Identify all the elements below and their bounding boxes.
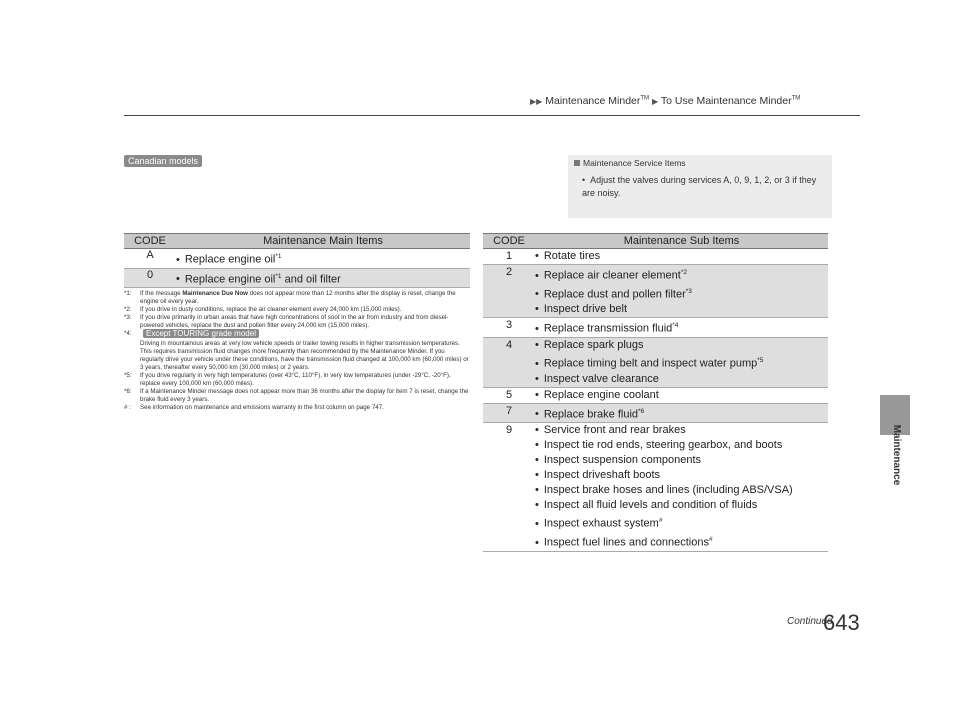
list-item bbox=[176, 269, 470, 288]
footnote bbox=[124, 388, 470, 404]
footnote-rest: does not appear more than 12 months after the display is reset, change the engine oil every year. bbox=[140, 290, 456, 306]
items-cell bbox=[535, 423, 828, 551]
item-text: Inspect valve clearance bbox=[543, 372, 659, 385]
breadcrumb-arrow-icon: ▶▶ bbox=[530, 97, 543, 106]
item-text: Replace air cleaner element bbox=[543, 269, 681, 282]
list-item bbox=[535, 423, 828, 438]
footnote-body: If a Maintenance Minder message does not appear more than 36 months after the display for item 7 is reset, change the brake fluid every 3 years. bbox=[140, 388, 469, 404]
code-cell: 2 bbox=[483, 265, 535, 318]
code-cell: 3 bbox=[483, 318, 535, 338]
code-cell: 1 bbox=[483, 249, 535, 265]
footnote bbox=[124, 314, 470, 330]
item-text: Inspect drive belt bbox=[543, 303, 628, 316]
list-item bbox=[535, 438, 828, 453]
list-item bbox=[535, 249, 828, 264]
footnote bbox=[124, 330, 470, 371]
footnote-text bbox=[140, 372, 470, 388]
code-cell: 0 bbox=[124, 268, 176, 288]
code-header: CODE bbox=[124, 234, 176, 249]
item-suffix: and oil filter bbox=[281, 273, 341, 286]
item-text: Replace dust and pollen filter bbox=[543, 288, 686, 301]
table-row bbox=[483, 249, 828, 265]
list-item bbox=[176, 249, 470, 268]
table-row bbox=[124, 249, 470, 269]
table-row bbox=[483, 265, 828, 318]
trademark: TM bbox=[640, 95, 650, 102]
list-item bbox=[535, 453, 828, 468]
footnote-ref: *1 bbox=[275, 253, 282, 260]
item-text: Inspect exhaust system bbox=[543, 517, 659, 530]
items-cell bbox=[535, 249, 828, 265]
footnote-bold: Maintenance Due Now bbox=[182, 290, 248, 297]
note-title-text: Maintenance Service Items bbox=[583, 158, 686, 168]
item-text: Replace engine coolant bbox=[543, 388, 659, 401]
footnotes bbox=[124, 290, 470, 412]
item-text: Inspect brake hoses and lines (including ABS/VSA) bbox=[543, 484, 793, 497]
footnote-ref: *3 bbox=[685, 287, 692, 295]
grade-tag: Except TOURING grade model bbox=[143, 329, 259, 338]
list-item bbox=[535, 372, 828, 387]
item-text: Service front and rear brakes bbox=[543, 424, 686, 437]
footnote bbox=[124, 290, 470, 306]
list-item bbox=[535, 513, 828, 532]
list-item bbox=[535, 483, 828, 498]
header-rule bbox=[124, 115, 860, 116]
list-item bbox=[535, 532, 828, 551]
item-text: Inspect suspension components bbox=[543, 454, 702, 467]
continued-label: Continued bbox=[787, 616, 833, 627]
items-cell bbox=[535, 337, 828, 387]
footnote-key: *1: bbox=[124, 290, 132, 297]
footnote bbox=[124, 372, 470, 388]
footnote-ref: *6 bbox=[638, 407, 645, 415]
table-row bbox=[483, 337, 828, 387]
item-text: Replace spark plugs bbox=[543, 338, 644, 351]
item-text: Replace transmission fluid bbox=[543, 322, 673, 335]
footnote-text bbox=[140, 330, 470, 371]
breadcrumb-item[interactable]: To Use Maintenance Minder bbox=[660, 95, 792, 107]
list-item bbox=[535, 468, 828, 483]
code-cell: A bbox=[124, 249, 176, 269]
section-label: Maintenance bbox=[891, 424, 902, 486]
footnote-body: Driving in mountainous areas at very low vehicle speeds or trailer towing results in higher transmission temperatures. This requires transmission fluid changes more frequently than recommended by the Maintenance Minder. If you regularly drive your vehicle under these conditions, have the transmission fluid changed at 100,000 km (60,000 miles) or 3 years, thereafter every 50,000 km (30,000 miles) or 2 years. bbox=[140, 339, 469, 371]
items-cell bbox=[535, 403, 828, 423]
footnote-body: If you drive primarily in urban areas that have high concentrations of soot in the air from industry and from diesel-powered vehicles, replace the dust and pollen filter every 24,000 km (15,000 miles). bbox=[140, 314, 449, 330]
item-text: Inspect fuel lines and connections bbox=[543, 536, 709, 549]
footnote-ref: # bbox=[658, 517, 663, 525]
table-row bbox=[483, 387, 828, 403]
footnote-body: If you drive in dusty conditions, replace the air cleaner element every 24,000 km (15,000 miles). bbox=[140, 306, 402, 314]
footnote-key: # : bbox=[124, 404, 131, 412]
table-row bbox=[483, 403, 828, 423]
list-item bbox=[535, 498, 828, 513]
code-cell: 4 bbox=[483, 337, 535, 387]
code-cell: 5 bbox=[483, 387, 535, 403]
footnote-ref: *5 bbox=[757, 356, 764, 364]
item-text: Inspect tie rod ends, steering gearbox, and boots bbox=[543, 439, 783, 452]
footnote-body: See information on maintenance and emissions warranty in the first column on page 747. bbox=[140, 404, 384, 412]
code-header: CODE bbox=[483, 234, 535, 249]
main-items-table bbox=[124, 233, 470, 288]
list-item bbox=[535, 265, 828, 284]
footnote-body: If you drive regularly in very high temperatures (over 43°C, 110°F), in very low temperatures (under -29°C, -20°F), replace every 100,000 km (60,000 miles). bbox=[140, 371, 451, 388]
table-row bbox=[483, 423, 828, 551]
footnote-text bbox=[140, 404, 470, 412]
region-tag: Canadian models bbox=[124, 155, 202, 167]
item-text: Replace engine oil bbox=[184, 273, 276, 286]
note-bullet: • Adjust the valves during services A, 0, 9, 1, 2, or 3 if they are noisy. bbox=[582, 174, 822, 200]
trademark: TM bbox=[791, 95, 801, 102]
items-cell bbox=[535, 387, 828, 403]
breadcrumb-arrow-icon: ▶ bbox=[651, 97, 659, 106]
list-item bbox=[535, 318, 828, 337]
footnote-text bbox=[140, 388, 470, 404]
item-text: Inspect driveshaft boots bbox=[543, 469, 661, 482]
list-item bbox=[535, 404, 828, 423]
table-row bbox=[483, 318, 828, 338]
sub-items-table bbox=[483, 233, 828, 552]
breadcrumb bbox=[530, 95, 800, 107]
item-text: Rotate tires bbox=[543, 250, 601, 262]
breadcrumb-item[interactable]: Maintenance Minder bbox=[545, 95, 641, 107]
footnote-key: *6: bbox=[124, 388, 132, 396]
sub-items-header: Maintenance Sub Items bbox=[535, 234, 828, 249]
main-items-header: Maintenance Main Items bbox=[176, 234, 470, 249]
footnote-key: *2: bbox=[124, 306, 132, 314]
note-marker-icon bbox=[574, 160, 580, 166]
items-cell bbox=[176, 249, 470, 269]
footnote-ref: *1 bbox=[275, 272, 282, 280]
items-cell bbox=[176, 268, 470, 288]
note-title bbox=[574, 158, 686, 168]
item-text: Replace engine oil bbox=[184, 253, 276, 266]
list-item bbox=[535, 353, 828, 372]
item-text: Replace timing belt and inspect water pump bbox=[543, 357, 758, 370]
footnote-text bbox=[140, 314, 470, 330]
code-cell: 9 bbox=[483, 423, 535, 551]
footnote-body: If the message bbox=[140, 290, 183, 297]
list-item bbox=[535, 284, 828, 303]
footnote-key: *5: bbox=[124, 371, 132, 379]
list-item bbox=[535, 388, 828, 403]
table-row bbox=[124, 268, 470, 288]
footnote-ref: # bbox=[708, 535, 713, 543]
footnote-text bbox=[140, 290, 470, 306]
item-text: Inspect all fluid levels and condition of fluids bbox=[543, 499, 758, 512]
footnote-ref: *2 bbox=[680, 269, 687, 276]
items-cell bbox=[535, 265, 828, 318]
page-number: 643 bbox=[823, 610, 860, 635]
list-item bbox=[535, 338, 828, 353]
note-box bbox=[568, 155, 832, 218]
code-cell: 7 bbox=[483, 403, 535, 423]
item-text: Replace brake fluid bbox=[543, 408, 639, 421]
footnote-key: *4: bbox=[124, 330, 132, 338]
footnote-key: *3: bbox=[124, 314, 132, 322]
footnote-ref: *4 bbox=[672, 322, 679, 330]
list-item bbox=[535, 302, 828, 317]
footnote bbox=[124, 404, 470, 412]
footnote-text bbox=[140, 306, 470, 314]
footnote bbox=[124, 306, 470, 314]
items-cell bbox=[535, 318, 828, 338]
